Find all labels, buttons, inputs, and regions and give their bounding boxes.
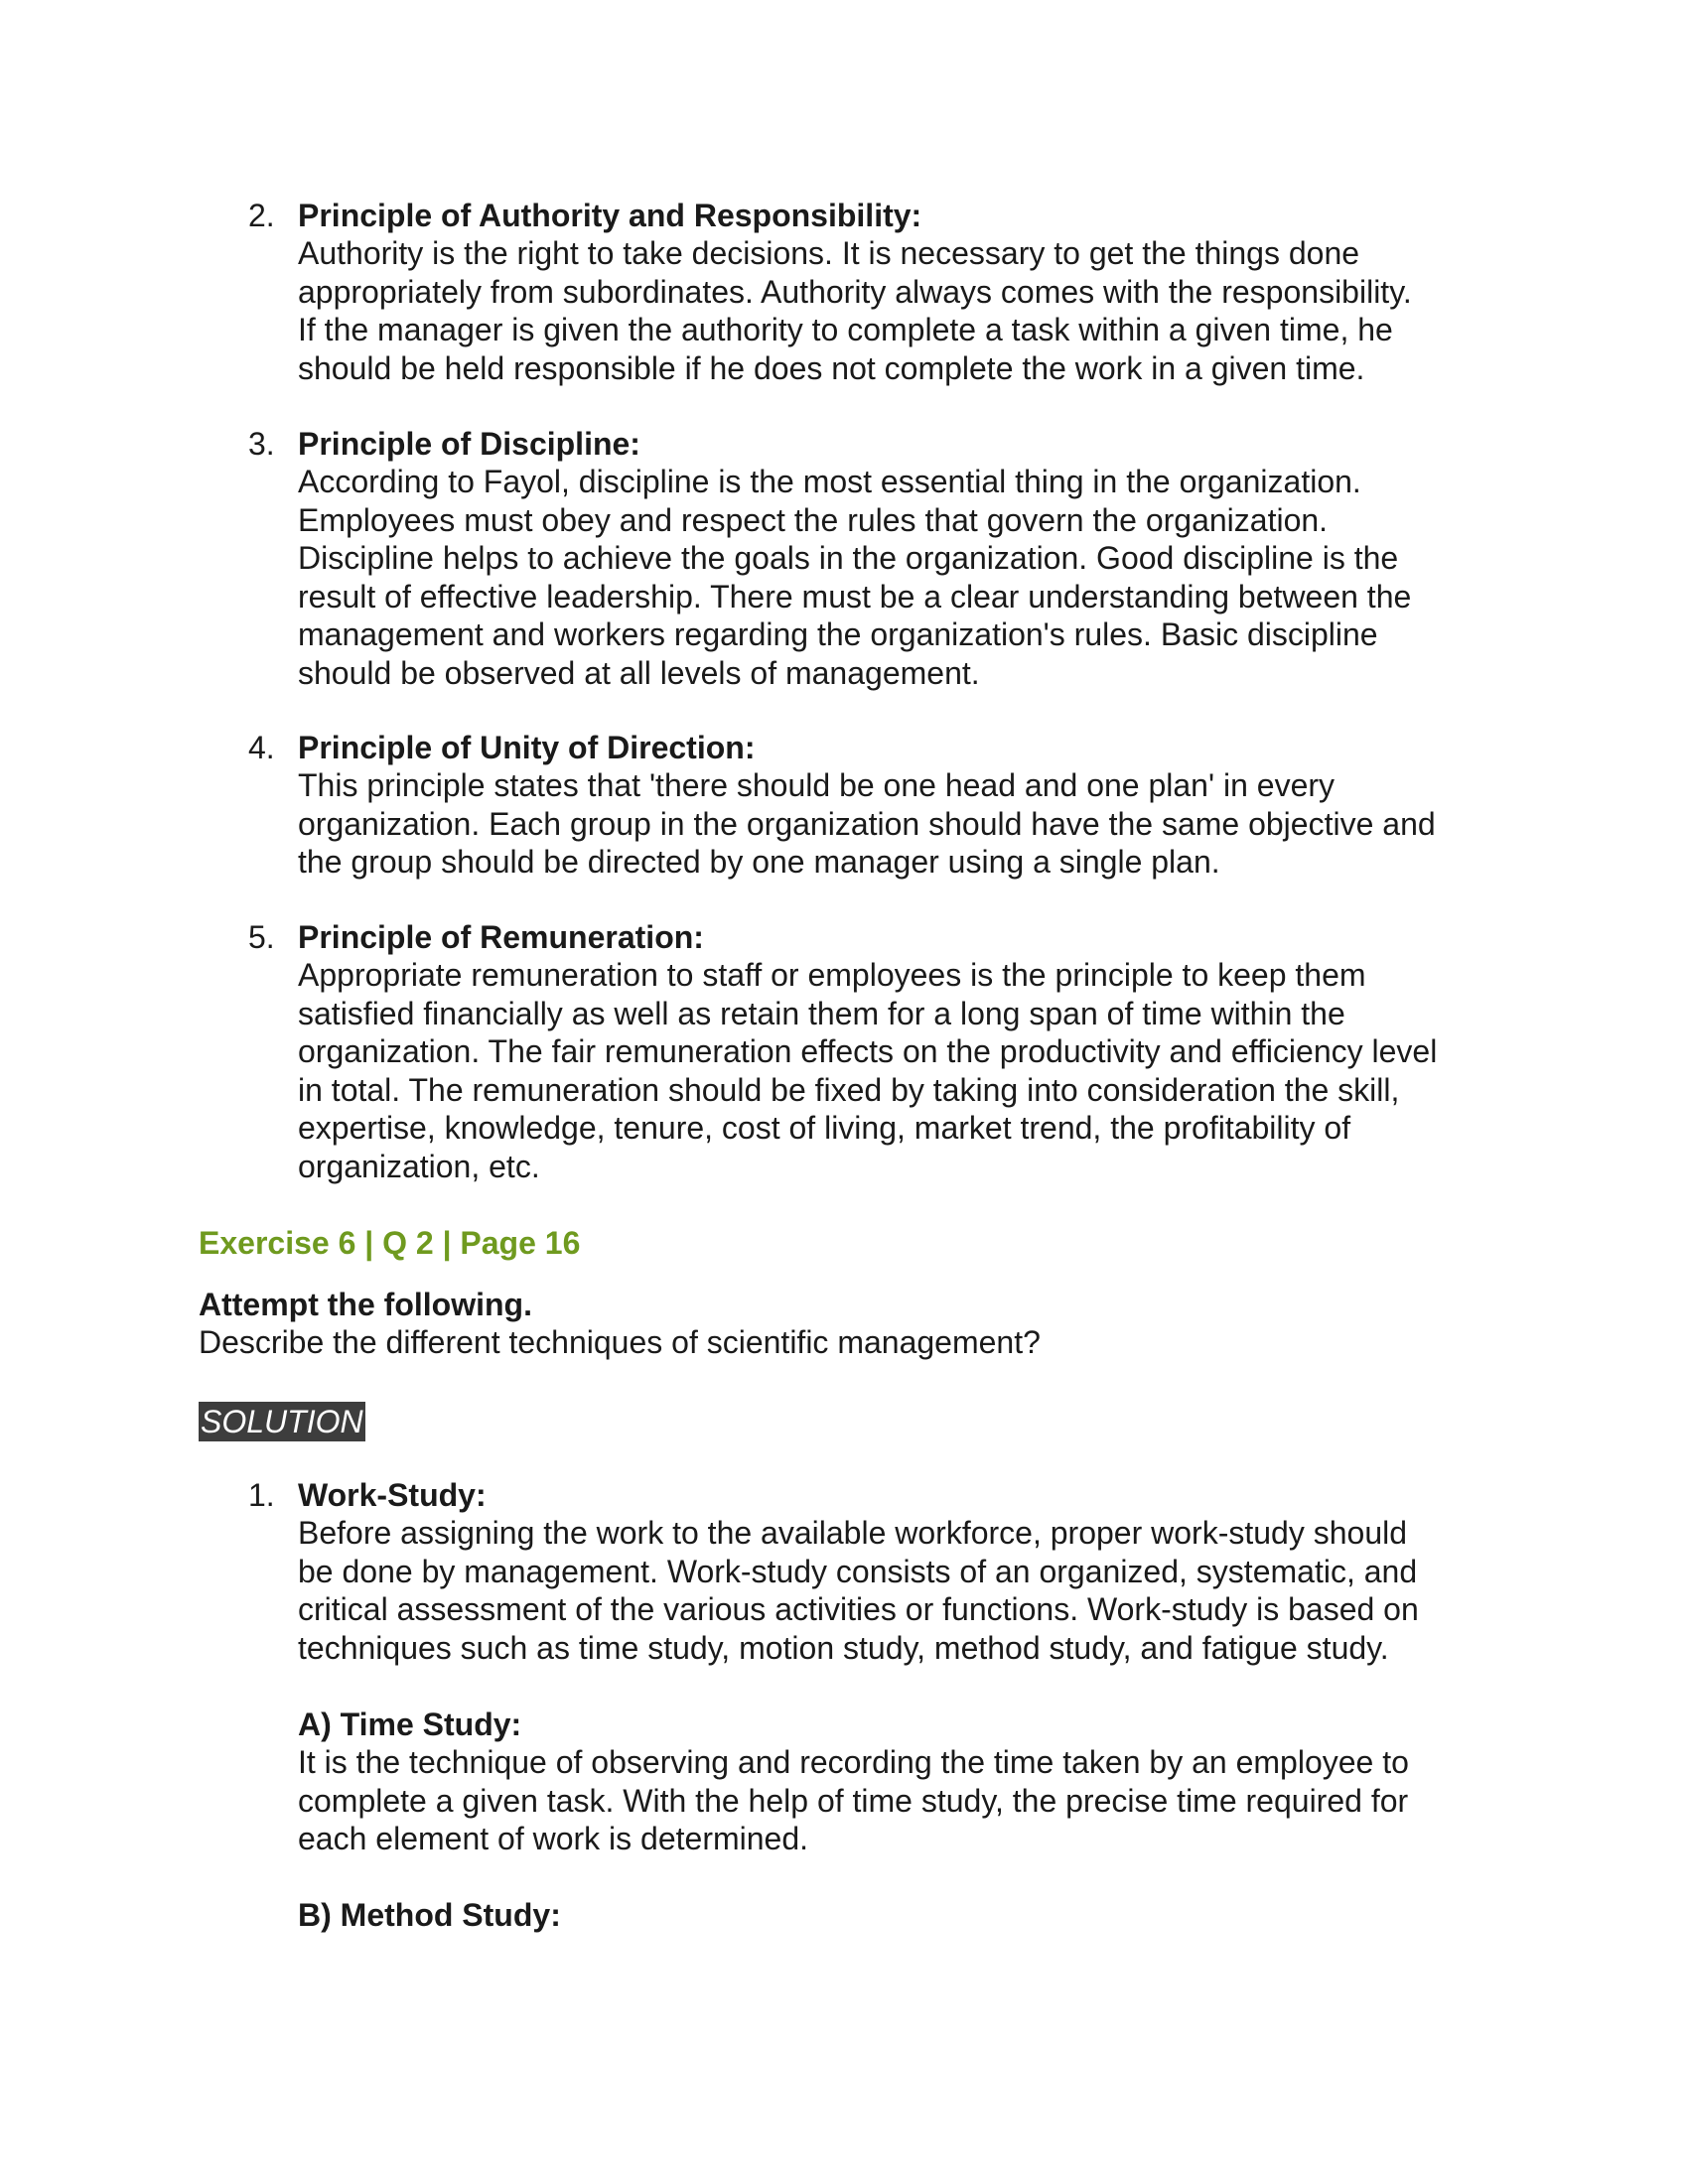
text-line: appropriately from subordinates. Authority always comes with the responsibility. <box>298 273 1412 310</box>
subsection-title: A) Time Study: <box>298 1706 522 1742</box>
text-line: the group should be directed by one manager using a single plan. <box>298 844 1220 880</box>
text-line: Before assigning the work to the available workforce, proper work-study should <box>298 1515 1408 1551</box>
text-line: This principle states that 'there should be one head and one plan' in every <box>298 767 1336 803</box>
text-line: management and workers regarding the organization's rules. Basic discipline <box>298 616 1378 652</box>
subsection-text <box>298 1743 1499 1858</box>
list-number: 2. <box>248 198 275 233</box>
text-line: complete a given task. With the help of time study, the precise time required for <box>298 1782 1409 1819</box>
principle-text <box>298 234 1499 387</box>
text-line: It is the technique of observing and recording the time taken by an employee to <box>298 1744 1409 1780</box>
text-line: Authority is the right to take decisions. It is necessary to get the things done <box>298 235 1360 271</box>
list-number: 4. <box>248 730 275 765</box>
subsection-title: B) Method Study: <box>298 1897 561 1933</box>
text-line: organization, etc. <box>298 1148 540 1184</box>
principle-title: Principle of Unity of Direction: <box>298 730 756 765</box>
question-title: Attempt the following. <box>199 1287 532 1322</box>
text-line: If the manager is given the authority to complete a task within a given time, he <box>298 312 1393 347</box>
principle-text <box>298 766 1499 882</box>
text-line: Discipline helps to achieve the goals in the organization. Good discipline is the <box>298 540 1399 576</box>
question-text: Describe the different techniques of scientific management? <box>199 1324 1041 1360</box>
list-number: 3. <box>248 426 275 462</box>
solution-item-text <box>298 1514 1499 1667</box>
text-line: techniques such as time study, motion study, method study, and fatigue study. <box>298 1629 1389 1666</box>
text-line: should be held responsible if he does not complete the work in a given time. <box>298 349 1365 386</box>
text-line: expertise, knowledge, tenure, cost of living, market trend, the profitability of <box>298 1110 1351 1146</box>
principle-title: Principle of Discipline: <box>298 426 640 462</box>
text-line: Appropriate remuneration to staff or employees is the principle to keep them <box>298 957 1366 993</box>
principle-title: Principle of Remuneration: <box>298 919 704 955</box>
subsection-method-study <box>298 1896 1499 1934</box>
text-line: result of effective leadership. There must be a clear understanding between the <box>298 578 1412 614</box>
text-line: organization. Each group in the organization should have the same objective and <box>298 805 1436 842</box>
exercise-heading: Exercise 6 | Q 2 | Page 16 <box>199 1225 581 1261</box>
principle-text <box>298 463 1499 692</box>
text-line: be done by management. Work-study consists of an organized, systematic, and <box>298 1553 1418 1589</box>
list-number: 5. <box>248 919 275 955</box>
principle-text <box>298 956 1499 1185</box>
principle-title: Principle of Authority and Responsibility: <box>298 198 922 233</box>
solution-item-title: Work-Study: <box>298 1477 487 1513</box>
text-line: satisfied financially as well as retain them for a long span of time within the <box>298 995 1345 1031</box>
list-number: 1. <box>248 1477 275 1513</box>
text-line: critical assessment of the various activities or functions. Work-study is based on <box>298 1591 1419 1627</box>
subsection-time-study <box>298 1706 1499 1858</box>
text-line: According to Fayol, discipline is the most essential thing in the organization. <box>298 464 1361 499</box>
text-line: should be observed at all levels of management. <box>298 654 980 691</box>
text-line: Employees must obey and respect the rules that govern the organization. <box>298 501 1329 538</box>
question-block <box>199 1286 1489 1361</box>
text-line: in total. The remuneration should be fixed by taking into consideration the skill, <box>298 1071 1400 1108</box>
text-line: organization. The fair remuneration effects on the productivity and efficiency level <box>298 1033 1438 1069</box>
text-line: each element of work is determined. <box>298 1821 809 1856</box>
solution-badge: SOLUTION <box>201 1404 363 1439</box>
